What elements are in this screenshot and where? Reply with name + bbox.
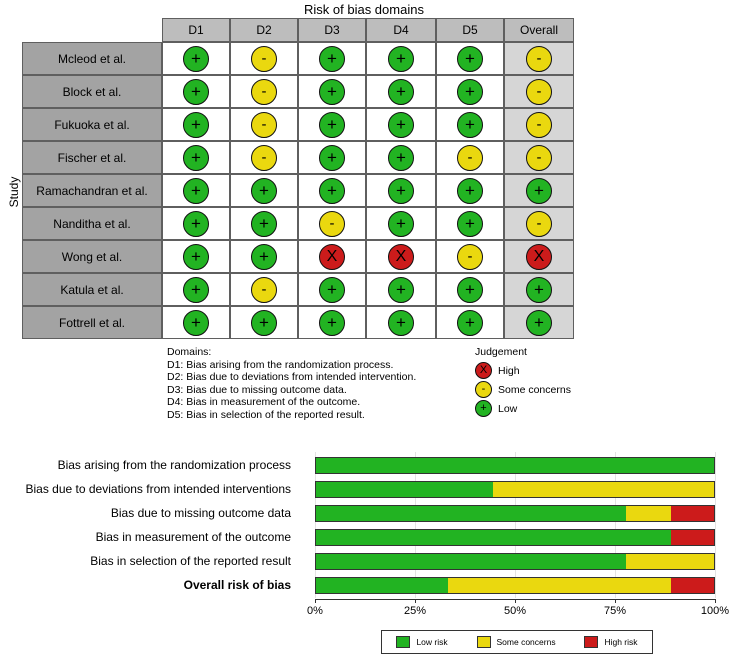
low-risk-icon: + — [388, 211, 414, 237]
domains-legend — [167, 346, 416, 421]
x-tick-mark — [615, 599, 616, 603]
low-risk-icon: + — [251, 211, 277, 237]
judgement-cell — [298, 75, 366, 108]
judgement-cell — [504, 174, 574, 207]
judgement-cell — [298, 207, 366, 240]
bar-outline — [315, 505, 715, 522]
x-tick-label: 75% — [603, 605, 627, 617]
judgement-some-label: Some concerns — [498, 383, 571, 396]
some-concerns-icon: - — [475, 381, 492, 398]
judgement-cell — [230, 174, 298, 207]
judgement-cell — [230, 75, 298, 108]
some-concerns-icon: - — [526, 145, 552, 171]
some-concerns-icon: - — [526, 79, 552, 105]
low-risk-icon: + — [183, 79, 209, 105]
judgement-cell — [504, 75, 574, 108]
legend-some-swatch — [477, 636, 491, 648]
judgement-cell — [366, 174, 436, 207]
judgement-cell — [162, 273, 230, 306]
x-tick-mark — [315, 599, 316, 603]
low-risk-icon: + — [388, 310, 414, 336]
low-risk-icon: + — [526, 178, 552, 204]
x-tick-label: 25% — [403, 605, 427, 617]
low-risk-icon: + — [183, 310, 209, 336]
low-risk-icon: + — [183, 211, 209, 237]
judgement-cell — [366, 75, 436, 108]
some-concerns-icon: - — [526, 211, 552, 237]
bar-outline — [315, 481, 715, 498]
legend-low-risk — [396, 636, 447, 648]
low-risk-icon: + — [251, 310, 277, 336]
judgement-low — [475, 400, 571, 417]
bar-category-label: Bias in measurement of the outcome — [95, 530, 291, 544]
judgement-cell — [436, 174, 504, 207]
judgement-cell — [504, 108, 574, 141]
low-risk-icon: + — [388, 79, 414, 105]
judgement-cell — [298, 273, 366, 306]
x-tick-mark — [515, 599, 516, 603]
judgement-cell — [162, 75, 230, 108]
domain-d4: D4: Bias in measurement of the outcome. — [167, 396, 361, 408]
x-tick-label: 100% — [700, 605, 730, 617]
judgement-cell — [230, 306, 298, 339]
low-risk-icon: + — [457, 277, 483, 303]
judgement-cell — [436, 273, 504, 306]
judgement-cell — [504, 207, 574, 240]
judgement-cell — [298, 108, 366, 141]
bar-outline — [315, 577, 715, 594]
column-header-overall: Overall — [504, 18, 574, 42]
x-tick-label: 50% — [503, 605, 527, 617]
low-risk-icon: + — [526, 310, 552, 336]
study-label: Fottrell et al. — [22, 306, 162, 339]
low-risk-icon: + — [457, 46, 483, 72]
low-risk-icon: + — [388, 112, 414, 138]
low-risk-icon: + — [183, 277, 209, 303]
judgement-some — [475, 381, 571, 398]
judgement-cell — [230, 207, 298, 240]
bar-category-label: Overall risk of bias — [183, 578, 291, 592]
judgement-cell — [504, 240, 574, 273]
judgement-low-label: Low — [498, 402, 518, 415]
legend-high-risk — [584, 636, 637, 648]
judgement-cell — [436, 42, 504, 75]
domain-d1: D1: Bias arising from the randomization process. — [167, 358, 394, 371]
bar-outline — [315, 553, 715, 570]
low-risk-icon: + — [457, 211, 483, 237]
judgement-cell — [162, 141, 230, 174]
judgement-cell — [162, 207, 230, 240]
legend-high-label: High risk — [604, 637, 638, 647]
domains-title: Domains: — [167, 346, 212, 358]
some-concerns-icon: - — [251, 79, 277, 105]
judgement-cell — [366, 141, 436, 174]
x-tick-mark — [415, 599, 416, 603]
judgement-high — [475, 362, 571, 379]
low-risk-icon: + — [388, 178, 414, 204]
low-risk-icon: + — [319, 79, 345, 105]
judgement-cell — [366, 207, 436, 240]
judgement-cell — [162, 108, 230, 141]
judgement-cell — [436, 141, 504, 174]
x-tick-mark — [715, 599, 716, 603]
legend-some-concerns — [477, 636, 556, 648]
bar-outline — [315, 529, 715, 546]
high-risk-icon: X — [319, 244, 345, 270]
judgement-cell — [504, 306, 574, 339]
judgement-cell — [366, 240, 436, 273]
judgement-cell — [436, 240, 504, 273]
low-risk-icon: + — [319, 178, 345, 204]
judgement-cell — [230, 42, 298, 75]
judgement-cell — [436, 75, 504, 108]
study-label: Nanditha et al. — [22, 207, 162, 240]
bar-category-label: Bias due to missing outcome data — [110, 506, 291, 520]
domain-d3: D3: Bias due to missing outcome data. — [167, 383, 347, 396]
judgement-cell — [230, 273, 298, 306]
low-risk-icon: + — [251, 244, 277, 270]
study-label: Fukuoka et al. — [22, 108, 162, 141]
some-concerns-icon: - — [251, 46, 277, 72]
judgement-cell — [162, 174, 230, 207]
bar-category-label: Bias in selection of the reported result — [90, 554, 291, 568]
bar-legend — [381, 630, 653, 654]
legend-some-label: Some concerns — [496, 637, 556, 647]
some-concerns-icon: - — [526, 46, 552, 72]
low-risk-icon: + — [388, 145, 414, 171]
judgement-cell — [366, 108, 436, 141]
judgement-cell — [366, 273, 436, 306]
some-concerns-icon: - — [457, 145, 483, 171]
low-risk-icon: + — [183, 46, 209, 72]
judgement-title: Judgement — [475, 346, 527, 358]
judgement-cell — [504, 141, 574, 174]
low-risk-icon: + — [319, 310, 345, 336]
judgement-cell — [162, 42, 230, 75]
judgement-cell — [504, 42, 574, 75]
bar-outline — [315, 457, 715, 474]
low-risk-icon: + — [251, 178, 277, 204]
judgement-cell — [298, 174, 366, 207]
judgement-cell — [230, 141, 298, 174]
low-risk-icon: + — [183, 244, 209, 270]
judgement-cell — [298, 240, 366, 273]
study-label: Mcleod et al. — [22, 42, 162, 75]
study-label: Ramachandran et al. — [22, 174, 162, 207]
column-header-d2: D2 — [230, 18, 298, 42]
domain-d2: D2: Bias due to deviations from intended intervention. — [167, 371, 417, 383]
judgement-cell — [436, 108, 504, 141]
legend-low-swatch — [396, 636, 410, 648]
x-tick-label: 0% — [307, 605, 323, 617]
legend-low-label: Low risk — [416, 637, 448, 647]
judgement-legend — [475, 346, 571, 417]
low-risk-icon: + — [319, 46, 345, 72]
study-axis-label: Study — [7, 176, 21, 208]
low-risk-icon: + — [319, 112, 345, 138]
judgement-cell — [298, 42, 366, 75]
legend-high-swatch — [584, 636, 598, 648]
low-risk-icon: + — [388, 46, 414, 72]
low-risk-icon: + — [183, 178, 209, 204]
high-risk-icon: X — [526, 244, 552, 270]
high-icon: X — [475, 362, 492, 379]
some-concerns-icon: - — [251, 277, 277, 303]
bar-category-label: Bias due to deviations from intended interventions — [25, 482, 291, 496]
low-risk-icon: + — [457, 178, 483, 204]
some-concerns-icon: - — [457, 244, 483, 270]
low-risk-icon: + — [526, 277, 552, 303]
judgement-cell — [162, 240, 230, 273]
low-risk-icon: + — [183, 112, 209, 138]
study-label: Katula et al. — [22, 273, 162, 306]
low-risk-icon: + — [388, 277, 414, 303]
column-header-d1: D1 — [162, 18, 230, 42]
high-risk-icon: X — [388, 244, 414, 270]
judgement-cell — [230, 108, 298, 141]
low-risk-icon: + — [319, 277, 345, 303]
judgement-cell — [230, 240, 298, 273]
column-header-d3: D3 — [298, 18, 366, 42]
judgement-cell — [504, 273, 574, 306]
traffic-light-title: Risk of bias domains — [304, 2, 424, 17]
judgement-cell — [298, 141, 366, 174]
study-label: Fischer et al. — [22, 141, 162, 174]
judgement-cell — [436, 207, 504, 240]
low-risk-icon: + — [457, 112, 483, 138]
some-concerns-icon: - — [251, 145, 277, 171]
judgement-cell — [366, 42, 436, 75]
some-concerns-icon: - — [319, 211, 345, 237]
low-risk-icon: + — [183, 145, 209, 171]
judgement-high-label: High — [498, 364, 520, 377]
some-concerns-icon: - — [526, 112, 552, 138]
bar-category-label: Bias arising from the randomization process — [57, 458, 291, 472]
judgement-cell — [436, 306, 504, 339]
low-risk-icon: + — [457, 310, 483, 336]
domain-d5: D5: Bias in selection of the reported result. — [167, 408, 365, 421]
low-risk-icon: + — [457, 79, 483, 105]
column-header-d5: D5 — [436, 18, 504, 42]
low-risk-icon: + — [319, 145, 345, 171]
judgement-cell — [366, 306, 436, 339]
gridline — [715, 452, 716, 598]
study-label: Block et al. — [22, 75, 162, 108]
judgement-cell — [162, 306, 230, 339]
some-concerns-icon: - — [251, 112, 277, 138]
judgement-cell — [298, 306, 366, 339]
column-header-d4: D4 — [366, 18, 436, 42]
low-icon: + — [475, 400, 492, 417]
study-label: Wong et al. — [22, 240, 162, 273]
